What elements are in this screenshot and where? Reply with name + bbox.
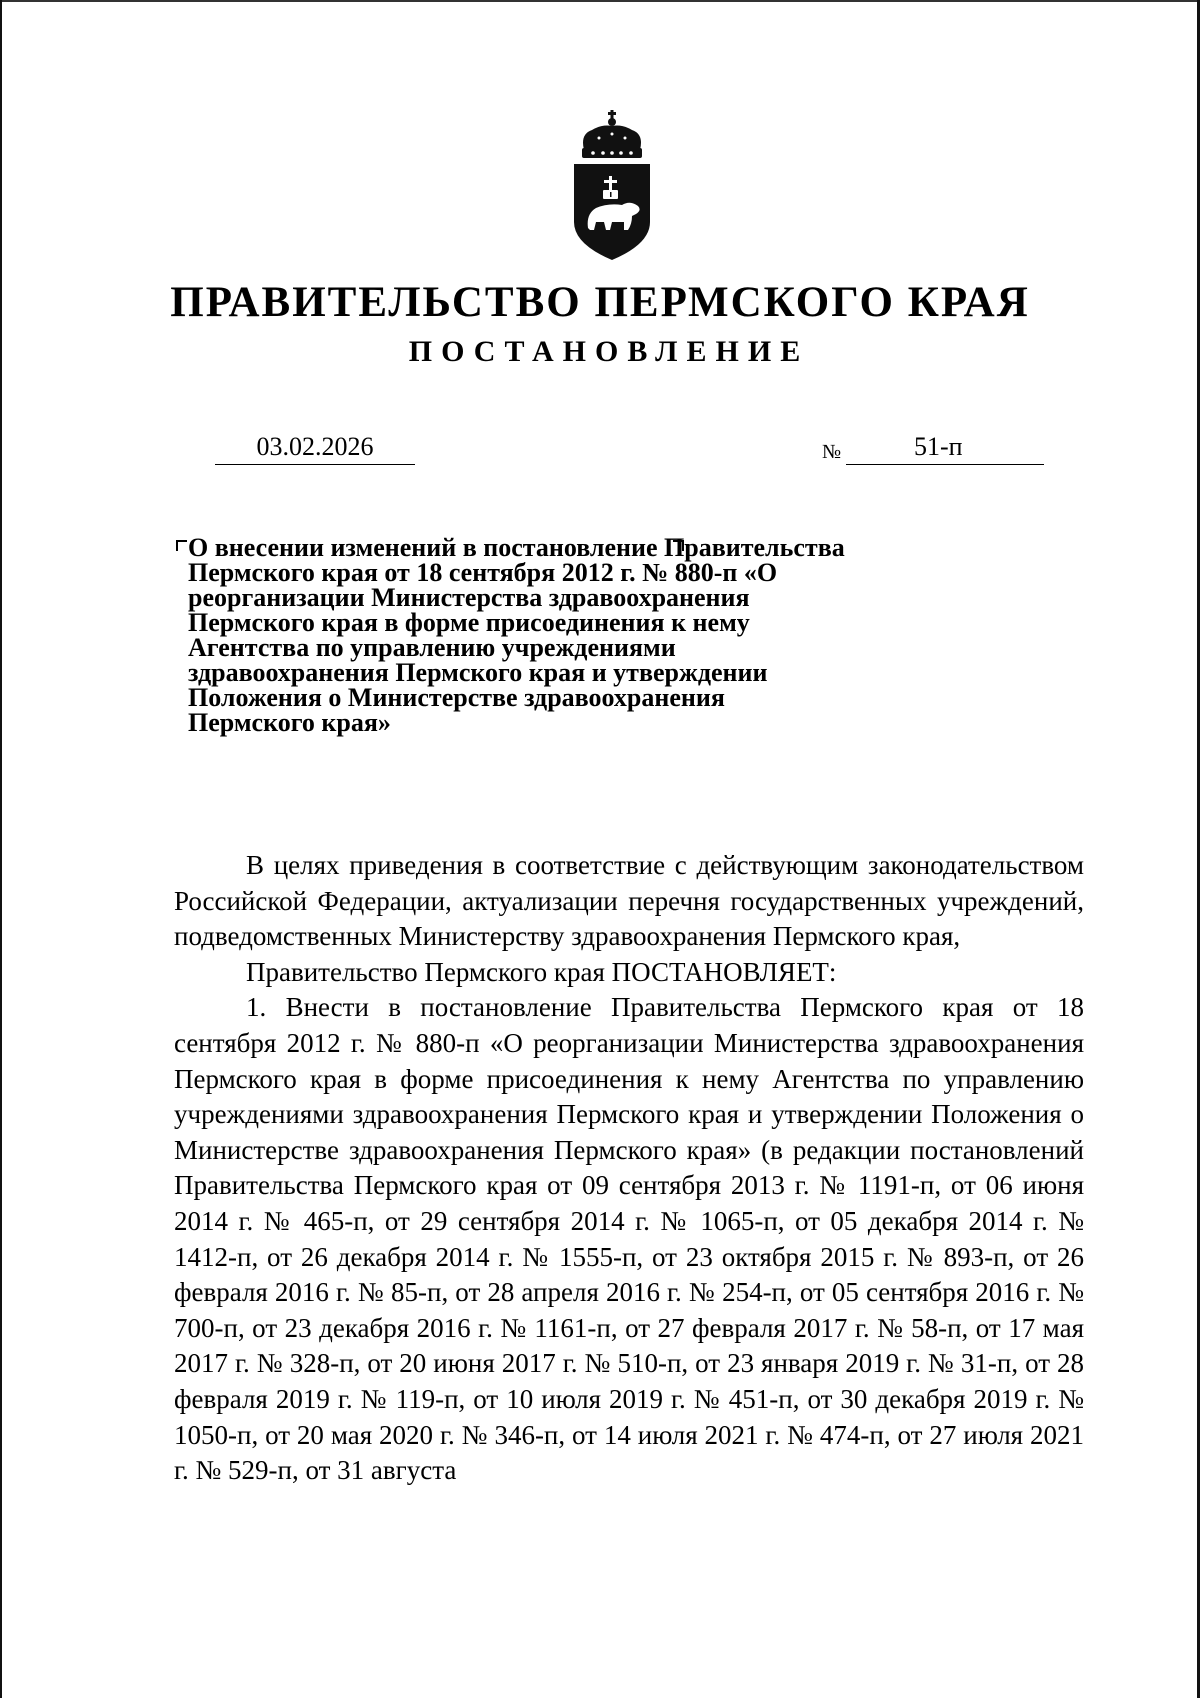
- document-body: [174, 848, 1084, 1489]
- document-date: 03.02.2026: [215, 430, 415, 465]
- item-1-paragraph: 1. Внести в постановление Правительства Пермского края от 18 сентября 2012 г. № 880-п «О реорганизации Министерства здравоохранения Пермского края в форме присоединения к нему Агентства по управлению учреждениями здравоохранения Пермского края и утверждении Положения о Министерстве здравоохранения Пермского края» (в редакции постановлений Правительства Пермского края от 09 сентября 2013 г. № 1191-п, от 06 июня 2014 г. № 465-п, от 29 сентября 2014 г. № 1065-п, от 05 декабря 2014 г. № 1412-п, от 26 декабря 2014 г. № 1555-п, от 23 октября 2015 г. № 893-п, от 26 февраля 2016 г. № 85-п, от 28 апреля 2016 г. № 254-п, от 05 сентября 2016 г. № 700-п, от 23 декабря 2016 г. № 1161-п, от 27 февраля 2017 г. № 58-п, от 17 мая 2017 г. № 328-п, от 20 июня 2017 г. № 510-п, от 23 января 2019 г. № 31-п, от 28 февраля 2019 г. № 119-п, от 10 июля 2019 г. № 451-п, от 30 декабря 2019 г. № 1050-п, от 20 мая 2020 г. № 346-п, от 14 июля 2021 г. № 474-п, от 27 июля 2021 г. № 529-п, от 31 августа: [174, 992, 1084, 1486]
- number-sign: №: [822, 441, 842, 463]
- government-title: ПРАВИТЕЛЬСТВО ПЕРМСКОГО КРАЯ: [170, 279, 1030, 326]
- perm-krai-coat-of-arms-icon: [566, 110, 658, 262]
- preamble-paragraph: В целях приведения в соответствие с действующим законодательством Российской Федерации, актуализации перечня государственных учреждений, подведомственных Министерству здравоохранения Пермского края,: [174, 850, 1084, 952]
- decree-paragraph: Правительство Пермского края ПОСТАНОВЛЯЕТ:: [246, 956, 837, 987]
- document-subject: О внесении изменений в постановление Правительства Пермского края от 18 сентября 2012 г. № 880-п «О реорганизации Министерства здравоохранения Пермского края в форме присоединения к нему Агентства по управлению учреждениями здравоохранения Пермского края и утверждении Положения о Министерстве здравоохранения Пермского края»: [188, 533, 845, 737]
- subject-bracket-left: [176, 540, 187, 551]
- page-edge-top: [0, 0, 1200, 2]
- document-type: ПОСТАНОВЛЕНИЕ: [408, 335, 810, 368]
- document-number: 51-п: [914, 432, 963, 461]
- document-number-field: [846, 430, 1044, 465]
- page-edge-left: [0, 0, 2, 1698]
